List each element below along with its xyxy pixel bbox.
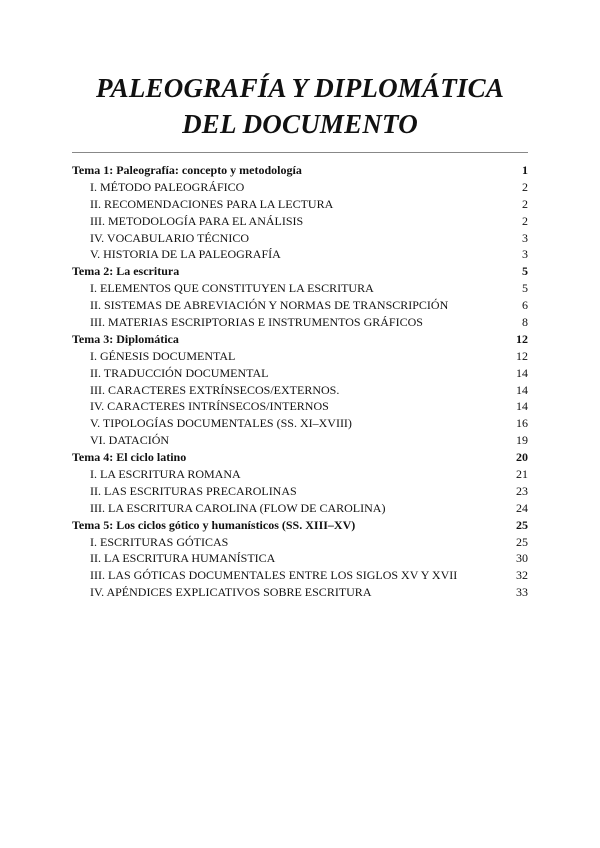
toc-section-entry[interactable] xyxy=(72,179,528,196)
toc-entry-page-number: 16 xyxy=(516,416,528,431)
toc-entry-label: II. RECOMENDACIONES PARA LA LECTURA xyxy=(90,196,334,211)
toc-section-entry[interactable] xyxy=(72,483,528,500)
toc-section-entry[interactable] xyxy=(72,550,528,567)
toc-entry-page-number: 5 xyxy=(522,281,528,296)
toc-entry-page-number: 32 xyxy=(516,568,528,583)
toc-entry-page-number: 21 xyxy=(516,467,528,482)
toc-entry-page-number: 12 xyxy=(516,331,528,346)
toc-entry-page-number: 2 xyxy=(522,179,528,194)
toc-section-entry[interactable] xyxy=(72,567,528,584)
toc-entry-page-number: 8 xyxy=(522,315,528,330)
toc-section-entry[interactable] xyxy=(72,213,528,230)
toc-entry-page-number: 1 xyxy=(522,163,528,177)
toc-section-entry[interactable] xyxy=(72,196,528,213)
toc-entry-label: III. LA ESCRITURA CAROLINA (FLOW DE CAROLINA) xyxy=(90,500,386,515)
toc-entry-label: II. TRADUCCIÓN DOCUMENTAL xyxy=(90,365,269,380)
toc-entry-label: Tema 4: El ciclo latino xyxy=(72,450,187,465)
toc-entry-label: IV. APÉNDICES EXPLICATIVOS SOBRE ESCRITURA xyxy=(90,585,372,600)
toc-section-entry[interactable] xyxy=(72,415,528,432)
toc-section-entry[interactable] xyxy=(72,500,528,517)
toc-entry-page-number: 14 xyxy=(516,399,528,414)
toc-entry-page-number: 24 xyxy=(516,500,528,515)
toc-entry-page-number: 5 xyxy=(522,264,528,279)
toc-entry-label: VI. DATACIÓN xyxy=(90,433,170,448)
toc-chapter-entry[interactable] xyxy=(72,162,528,179)
toc-chapter-entry[interactable] xyxy=(72,263,528,280)
toc-section-entry[interactable] xyxy=(72,432,528,449)
toc-entry-page-number: 3 xyxy=(522,230,528,245)
toc-entry-page-number: 2 xyxy=(522,196,528,211)
toc-entry-label: I. ESCRITURAS GÓTICAS xyxy=(90,534,229,549)
toc-entry-page-number: 33 xyxy=(516,585,528,600)
toc-section-entry[interactable] xyxy=(72,314,528,331)
toc-entry-page-number: 19 xyxy=(516,433,528,448)
toc-entry-label: Tema 2: La escritura xyxy=(72,264,180,279)
toc-entry-label: III. METODOLOGÍA PARA EL ANÁLISIS xyxy=(90,213,304,228)
toc-section-entry[interactable] xyxy=(72,534,528,551)
toc-section-entry[interactable] xyxy=(72,297,528,314)
toc-entry-page-number: 25 xyxy=(516,534,528,549)
table-of-contents xyxy=(72,162,528,601)
toc-section-entry[interactable] xyxy=(72,280,528,297)
toc-entry-label: III. CARACTERES EXTRÍNSECOS/EXTERNOS. xyxy=(90,382,340,397)
title-line-2: DEL DOCUMENTO xyxy=(182,109,418,139)
toc-chapter-entry[interactable] xyxy=(72,331,528,348)
toc-entry-page-number: 25 xyxy=(516,517,528,532)
toc-section-entry[interactable] xyxy=(72,365,528,382)
toc-entry-label: IV. VOCABULARIO TÉCNICO xyxy=(90,230,250,245)
toc-section-entry[interactable] xyxy=(72,398,528,415)
toc-entry-page-number: 2 xyxy=(522,213,528,228)
toc-entry-page-number: 14 xyxy=(516,365,528,380)
toc-entry-label: III. LAS GÓTICAS DOCUMENTALES ENTRE LOS SIGLOS XV Y XVII xyxy=(90,568,458,583)
toc-section-entry[interactable] xyxy=(72,246,528,263)
document-title xyxy=(0,70,600,142)
toc-entry-label: V. TIPOLOGÍAS DOCUMENTALES (SS. XI–XVIII) xyxy=(90,416,352,431)
toc-entry-label: Tema 5: Los ciclos gótico y humanísticos (SS. XIII–XV) xyxy=(72,517,356,532)
toc-chapter-entry[interactable] xyxy=(72,449,528,466)
toc-entry-label: I. MÉTODO PALEOGRÁFICO xyxy=(90,179,245,194)
toc-entry-page-number: 3 xyxy=(522,247,528,262)
title-line-1: PALEOGRAFÍA Y DIPLOMÁTICA xyxy=(95,73,505,103)
toc-entry-page-number: 14 xyxy=(516,382,528,397)
toc-entry-page-number: 12 xyxy=(516,348,528,363)
toc-chapter-entry[interactable] xyxy=(72,517,528,534)
toc-entry-label: I. LA ESCRITURA ROMANA xyxy=(90,467,241,482)
toc-entry-label: III. MATERIAS ESCRIPTORIAS E INSTRUMENTOS GRÁFICOS xyxy=(90,315,423,330)
toc-entry-label: I. GÉNESIS DOCUMENTAL xyxy=(90,348,236,363)
toc-entry-label: II. LA ESCRITURA HUMANÍSTICA xyxy=(90,551,276,566)
toc-entry-label: II. LAS ESCRITURAS PRECAROLINAS xyxy=(90,483,297,498)
title-divider xyxy=(72,152,528,153)
toc-section-entry[interactable] xyxy=(72,382,528,399)
toc-entry-label: IV. CARACTERES INTRÍNSECOS/INTERNOS xyxy=(90,399,329,414)
toc-entry-page-number: 30 xyxy=(516,551,528,566)
toc-entry-page-number: 20 xyxy=(516,450,528,465)
toc-section-entry[interactable] xyxy=(72,348,528,365)
toc-entry-label: I. ELEMENTOS QUE CONSTITUYEN LA ESCRITURA xyxy=(90,281,374,296)
toc-entry-page-number: 23 xyxy=(516,483,528,498)
toc-section-entry[interactable] xyxy=(72,230,528,247)
toc-entry-label: Tema 1: Paleografía: concepto y metodología xyxy=(72,163,302,177)
toc-entry-page-number: 6 xyxy=(522,298,528,313)
toc-entry-label: V. HISTORIA DE LA PALEOGRAFÍA xyxy=(90,247,281,262)
toc-entry-label: II. SISTEMAS DE ABREVIACIÓN Y NORMAS DE TRANSCRIPCIÓN xyxy=(90,298,449,313)
toc-section-entry[interactable] xyxy=(72,466,528,483)
toc-entry-label: Tema 3: Diplomática xyxy=(72,331,179,346)
toc-section-entry[interactable] xyxy=(72,584,528,601)
